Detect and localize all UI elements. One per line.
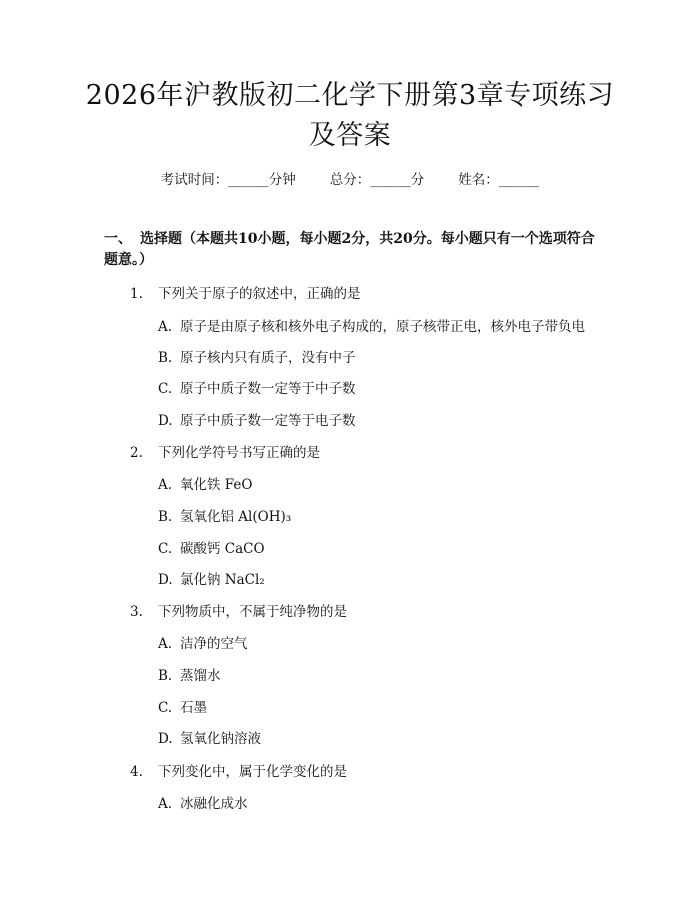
question-text: 下列化学符号书写正确的是 xyxy=(158,445,320,461)
question-3-option-b xyxy=(158,664,221,684)
option-letter: A. xyxy=(158,796,173,812)
question-1-option-c xyxy=(158,377,356,397)
question-2-option-d xyxy=(158,568,265,588)
option-letter: C. xyxy=(158,541,173,557)
option-letter: D. xyxy=(158,731,173,747)
question-text: 下列变化中，属于化学变化的是 xyxy=(158,764,347,780)
option-text: 碳酸钙 CaCO xyxy=(180,541,265,557)
option-text: 氯化钠 NaCl₂ xyxy=(180,572,265,588)
question-text: 下列物质中，不属于纯净物的是 xyxy=(158,604,347,620)
question-2-option-b xyxy=(158,505,291,525)
option-text: 氢氧化钠溶液 xyxy=(180,731,261,747)
question-1-option-b xyxy=(158,346,356,366)
section-heading-line-2: 题意。） xyxy=(104,252,153,268)
question-3 xyxy=(130,600,347,620)
option-letter: A. xyxy=(158,636,173,652)
option-text: 原子中质子数一定等于电子数 xyxy=(180,413,356,429)
question-1-option-a xyxy=(158,315,585,335)
option-text: 原子中质子数一定等于中子数 xyxy=(180,381,356,397)
exam-time-field: 考试时间：______分钟 xyxy=(160,172,296,188)
option-text: 氢氧化铝 Al(OH)₃ xyxy=(180,509,292,525)
option-letter: D. xyxy=(158,572,173,588)
question-2-option-c xyxy=(158,537,265,557)
question-3-option-a xyxy=(158,632,248,652)
question-number: 1. xyxy=(130,286,143,302)
question-1 xyxy=(130,282,361,302)
exam-meta xyxy=(0,168,700,188)
student-name-field: 姓名：______ xyxy=(458,172,540,188)
option-letter: A. xyxy=(158,477,173,493)
total-score-field: 总分：______分 xyxy=(329,172,425,188)
question-number: 2. xyxy=(130,445,143,461)
option-text: 洁净的空气 xyxy=(180,636,248,652)
option-letter: C. xyxy=(158,381,173,397)
question-number: 4. xyxy=(130,764,143,780)
option-letter: B. xyxy=(158,509,173,525)
option-letter: B. xyxy=(158,668,173,684)
question-number: 3. xyxy=(130,604,143,620)
question-4-option-a xyxy=(158,792,248,812)
option-text: 石墨 xyxy=(180,700,207,716)
question-text: 下列关于原子的叙述中，正确的是 xyxy=(158,286,361,302)
option-text: 原子核内只有质子，没有中子 xyxy=(180,350,356,366)
option-letter: C. xyxy=(158,700,173,716)
section-number: 一、 xyxy=(104,231,132,247)
option-letter: B. xyxy=(158,350,173,366)
option-letter: A. xyxy=(158,319,173,335)
question-3-option-c xyxy=(158,696,207,716)
option-text: 蒸馏水 xyxy=(180,668,221,684)
option-text: 氧化铁 FeO xyxy=(180,477,253,493)
question-2 xyxy=(130,441,320,461)
page-title xyxy=(60,76,640,156)
section-heading-line-1: 选择题（本题共10小题，每小题2分，共20分。每小题只有一个选项符合 xyxy=(140,231,595,247)
option-text: 冰融化成水 xyxy=(180,796,248,812)
question-3-option-d xyxy=(158,727,261,747)
title-line-2: 及答案 xyxy=(308,120,392,151)
section-heading xyxy=(104,229,604,271)
option-text: 原子是由原子核和核外电子构成的，原子核带正电，核外电子带负电 xyxy=(180,319,585,335)
title-line-1: 2026年沪教版初二化学下册第3章专项练习 xyxy=(85,80,615,111)
question-1-option-d xyxy=(158,409,356,429)
option-letter: D. xyxy=(158,413,173,429)
question-4 xyxy=(130,760,347,780)
question-2-option-a xyxy=(158,473,252,493)
